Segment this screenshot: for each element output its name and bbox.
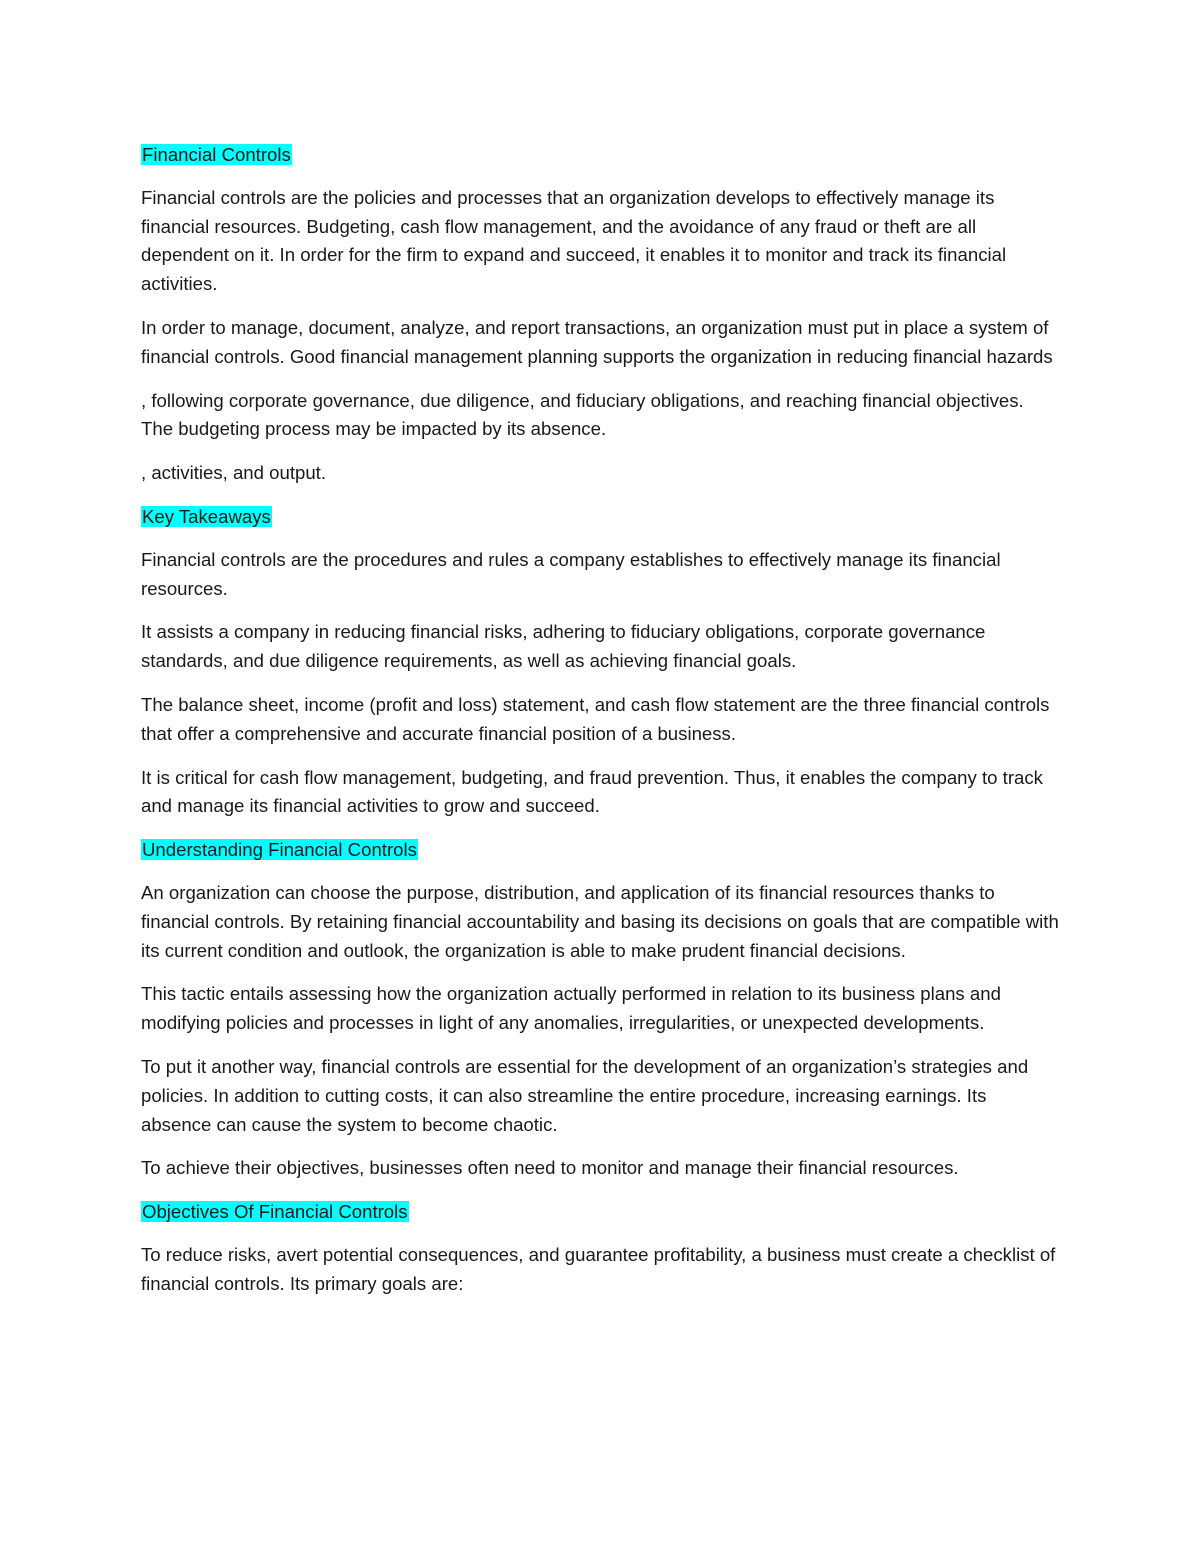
paragraph: It assists a company in reducing financial risks, adhering to fiduciary obligations, corporate governance standards, and due diligence requirements, as well as achieving financial goals.: [141, 621, 986, 672]
section-heading-financial-controls: [141, 141, 1060, 170]
paragraph: It is critical for cash flow management, budgeting, and fraud prevention. Thus, it enables the company to track and manage its financial activities to grow and succeed.: [141, 766, 1043, 817]
paragraph: An organization can choose the purpose, distribution, and application of its financial resources thanks to financial controls. By retaining financial accountability and basing its decisions on goals that are compatible with its current condition and outlook, the organization is able to make prudent financial decisions.: [141, 881, 1059, 961]
section-heading-objectives-of-financial-controls: [141, 1198, 1060, 1227]
paragraph: Financial controls are the policies and processes that an organization develops to effectively manage its financial resources. Budgeting, cash flow management, and the avoidance of any fraud or theft are all dependent on it. In order for the firm to expand and succeed, it enables it to monitor and track its financial activities.: [141, 186, 1007, 295]
paragraph: To reduce risks, avert potential consequences, and guarantee profitability, a business must create a checklist of financial controls. Its primary goals are:: [141, 1243, 1056, 1294]
section-heading-understanding-financial-controls: [141, 836, 1060, 865]
paragraph: To put it another way, financial controls are essential for the development of an organization’s strategies and policies. In addition to cutting costs, it can also streamline the entire procedure, increasing earnings. Its absence can cause the system to become chaotic.: [141, 1055, 1029, 1135]
heading-highlight: Objectives Of Financial Controls: [142, 1201, 408, 1223]
paragraph: The balance sheet, income (profit and loss) statement, and cash flow statement are the three financial controls that offer a comprehensive and accurate financial position of a business.: [141, 693, 1050, 744]
paragraph: To achieve their objectives, businesses often need to monitor and manage their financial resources.: [141, 1157, 959, 1179]
paragraph: In order to manage, document, analyze, and report transactions, an organization must put in place a system of financial controls. Good financial management planning supports the organization in reducing financial hazards: [141, 316, 1053, 367]
paragraph: Financial controls are the procedures and rules a company establishes to effectively manage its financial resources.: [141, 548, 1001, 599]
paragraph: This tactic entails assessing how the organization actually performed in relation to its business plans and modifying policies and processes in light of any anomalies, irregularities, or unexpected developments.: [141, 983, 1001, 1034]
heading-highlight: Understanding Financial Controls: [142, 839, 417, 861]
paragraph: , activities, and output.: [141, 462, 327, 484]
paragraph: , following corporate governance, due diligence, and fiduciary obligations, and reaching financial objectives. The budgeting process may be impacted by its absence.: [141, 389, 1024, 440]
section-heading-key-takeaways: [141, 503, 1060, 532]
heading-highlight: Key Takeaways: [142, 505, 271, 527]
heading-highlight: Financial Controls: [142, 144, 291, 165]
